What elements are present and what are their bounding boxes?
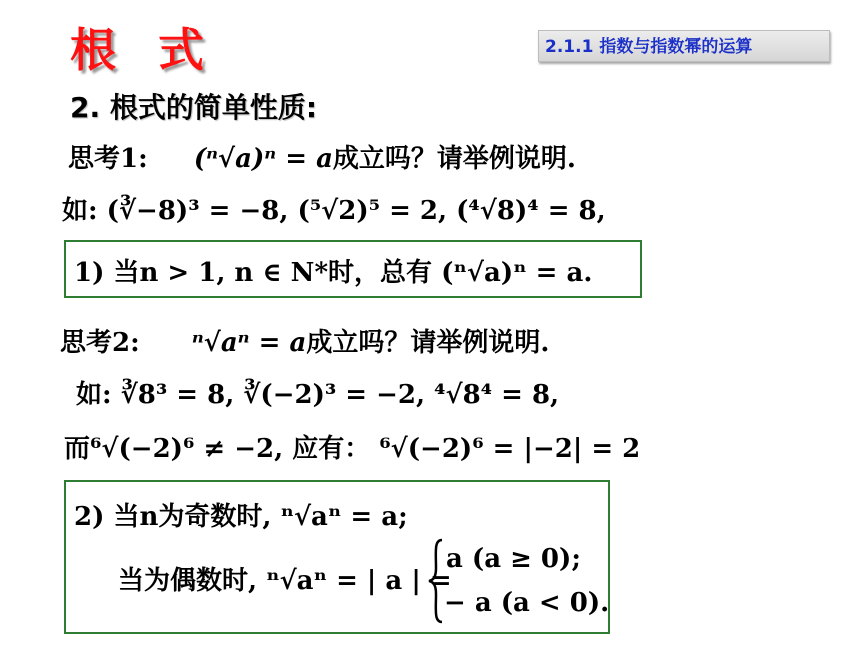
section-badge: 2.1.1 指数与指数幂的运算	[538, 30, 830, 62]
rule1-text: 1) 当n > 1, n ∈ N*时，总有 (ⁿ√a)ⁿ = a.	[74, 258, 593, 288]
cases-brace-icon	[426, 538, 446, 624]
think1-line	[68, 138, 576, 175]
page-title	[70, 14, 206, 80]
think1-label: 思考1:	[68, 144, 148, 174]
think2-question: 成立吗？请举例说明.	[306, 328, 550, 358]
think1-formula: (ⁿ√a)ⁿ = a	[193, 144, 333, 174]
rule2-box	[64, 480, 610, 634]
example1-line: 如: (∛−8)³ = −8, (⁵√2)⁵ = 2, (⁴√8)⁴ = 8,	[62, 196, 606, 226]
rule2-even: 当为偶数时, ⁿ√aⁿ = | a | =	[118, 566, 452, 596]
rule2-odd: 2) 当n为奇数时, ⁿ√aⁿ = a;	[74, 502, 408, 532]
think2-formula: ⁿ√aⁿ = a	[191, 328, 307, 358]
section-heading: 2. 根式的简单性质:	[70, 91, 318, 124]
think1-question: 成立吗？请举例说明.	[332, 144, 576, 174]
think2-line	[60, 322, 549, 359]
think2-label: 思考2:	[60, 328, 140, 358]
title-char-1: 根	[70, 23, 118, 77]
rule2-case2: − a (a < 0).	[444, 588, 610, 618]
rule2-case1: a (a ≥ 0);	[446, 544, 581, 574]
example3-line: 而⁶√(−2)⁶ ≠ −2, 应有： ⁶√(−2)⁶ = |−2| = 2	[64, 434, 641, 464]
example2-line: 如: ∛8³ = 8, ∛(−2)³ = −2, ⁴√8⁴ = 8,	[76, 380, 560, 410]
title-char-2: 式	[158, 23, 206, 77]
rule1-box	[64, 240, 642, 298]
